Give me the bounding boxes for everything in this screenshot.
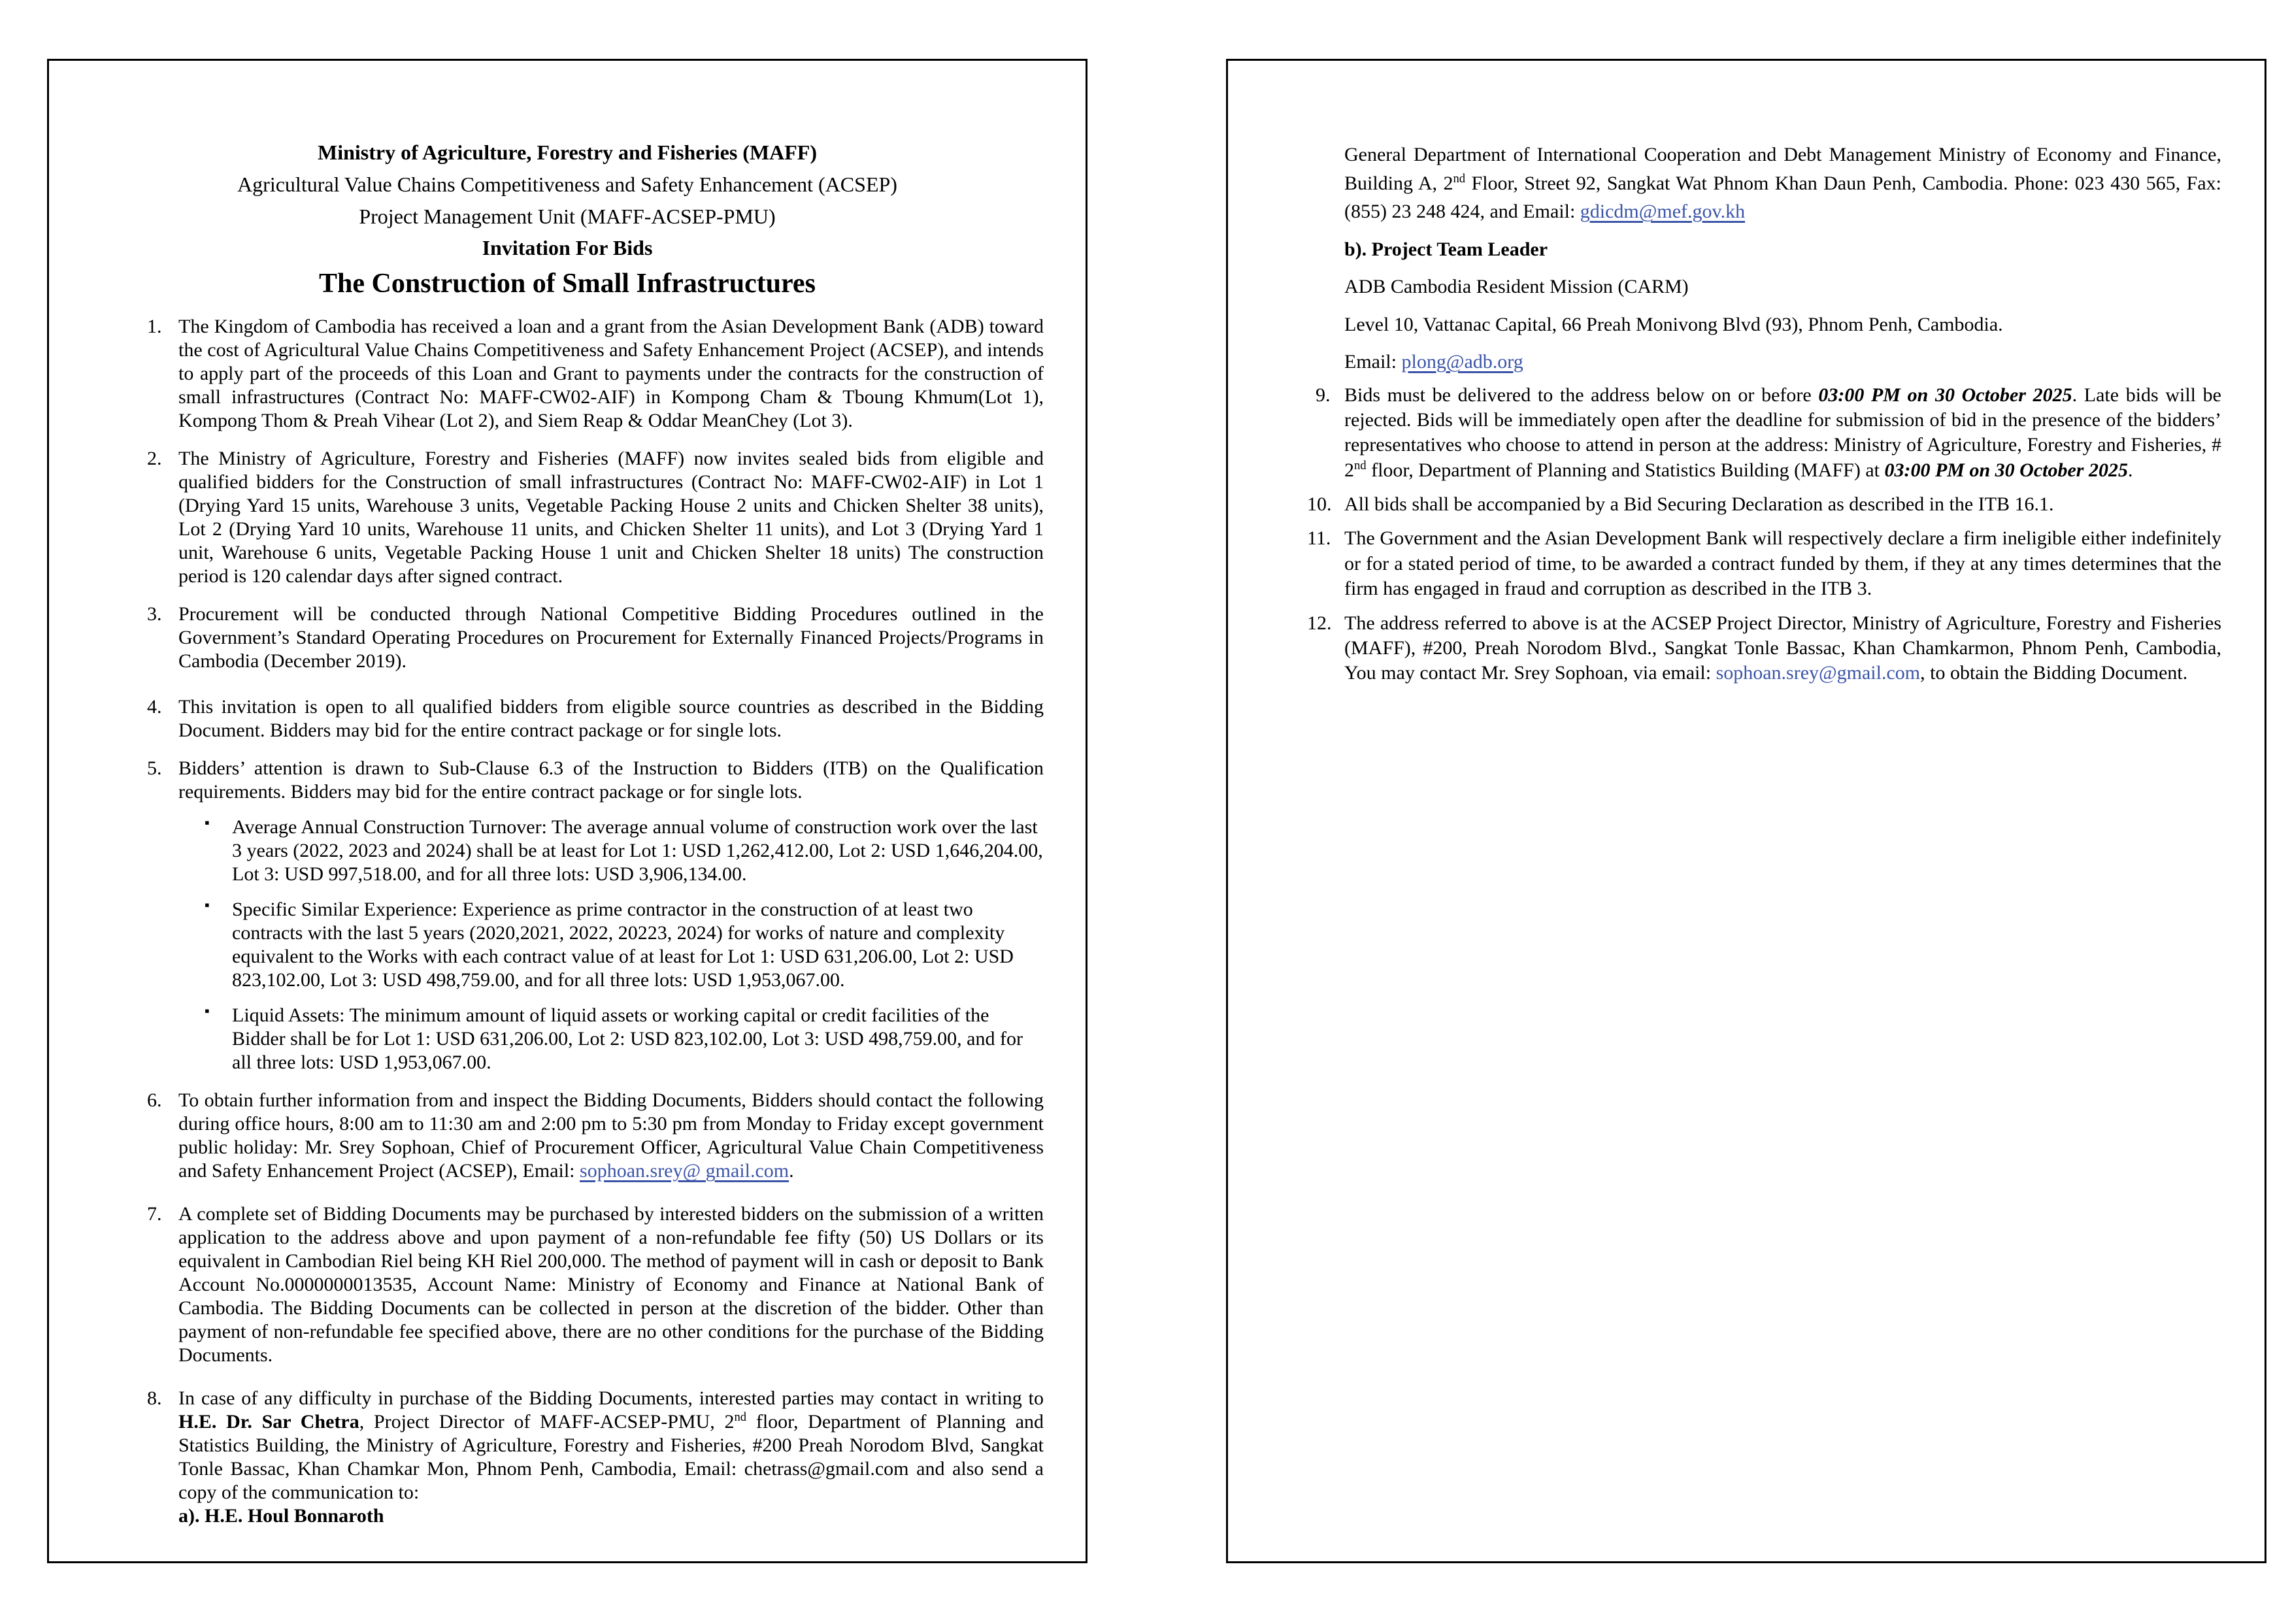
project-team-leader-heading: b). Project Team Leader: [1344, 238, 1548, 260]
item-6-text-end: .: [789, 1160, 794, 1182]
item-8-number: 8.: [147, 1387, 162, 1410]
header-invitation-line: Invitation For Bids: [482, 236, 653, 260]
email-link-plong[interactable]: plong@adb.org: [1401, 351, 1523, 373]
item-12-text-start: The address referred to above is at the ACSEP Project Director, Ministry of Agriculture, Forestry and Fisheries (MAFF), #200, Preah Norodom Blvd., Sangkat Tonle Bassac, Khan Chamkarmon, Phnom Penh, Cambodia, You may contact Mr. Srey Sophoan, via email:: [1344, 612, 2221, 684]
item-5-bullet-2: [205, 898, 1044, 992]
item-3-number: 3.: [147, 603, 162, 625]
email-link-sophoan-srey[interactable]: sophoan.srey@ gmail.com: [580, 1160, 789, 1182]
page-1: [47, 59, 1087, 1563]
ordinal-superscript: nd: [734, 1410, 747, 1425]
page2-content: [1307, 141, 2221, 686]
header-project-line: Agricultural Value Chains Competitiveness and Safety Enhancement (ACSEP): [237, 172, 897, 196]
ordinal-superscript: nd: [1453, 171, 1466, 186]
header-pmu-line: Project Management Unit (MAFF-ACSEP-PMU): [359, 204, 776, 228]
item-6-text: To obtain further information from and inspect the Bidding Documents, Bidders should contact the following during office hours, 8:00 am to 11:30 am and 2:00 pm to 5:30 pm from Monday to Friday except government public holiday: Mr. Srey Sophoan, Chief of Procurement Officer, Agricultural Value Chain Competitiveness and Safety Enhancement Project (ACSEP), Email:: [178, 1089, 1044, 1182]
ordinal-superscript: nd: [1354, 458, 1367, 472]
contact-a-heading: a). H.E. Houl Bonnaroth: [178, 1505, 384, 1527]
page-title: The Construction of Small Infrastructures: [319, 269, 816, 299]
square-bullet-icon: ▪: [205, 1003, 210, 1019]
page-2: [1226, 59, 2266, 1563]
item-12-text-end: , to obtain the Bidding Document.: [1920, 662, 2188, 684]
square-bullet-icon: ▪: [205, 897, 210, 914]
list-item-6: [147, 1089, 1044, 1183]
bid-deadline-date: 03:00 PM on 30 October 2025: [1818, 384, 2072, 406]
item-9-text-mid: . Late bids will be rejected. Bids will be immediately open after the deadline for submission of bid in the presence of the bidders’ representatives who choose to attend in person at the address: Ministry of Agriculture, Forestry and Fisheries, # 2: [1344, 384, 2221, 481]
list-item-12: [1307, 611, 2221, 686]
adb-address-line: Level 10, Vattanac Capital, 66 Preah Monivong Blvd (93), Phnom Penh, Cambodia.: [1344, 313, 2003, 335]
item-5-bullet-2-text: Specific Similar Experience: Experience as prime contractor in the construction of at least two contracts with the last 5 years (2020,2021, 2022, 20223, 2024) for works of nature and complexity equivalent to the Works with each contract value of at least for Lot 1: USD 631,206.00, Lot 2: USD 823,102.00, Lot 3: USD 498,759.00, and for all three lots: USD 1,953,067.00.: [232, 899, 1014, 991]
item-9-text-mid-2: floor, Department of Planning and Statistics Building (MAFF) at: [1366, 459, 1885, 481]
item-6-number: 6.: [147, 1089, 162, 1112]
item-1-number: 1.: [147, 316, 162, 338]
list-item-3: [147, 603, 1044, 673]
item-11-text: The Government and the Asian Development Bank will respectively declare a firm ineligible either indefinitely or for a stated period of time, to be awarded a contract funded by them, if they at any times determines that the firm has engaged in fraud and corruption as described in the ITB 3.: [1344, 527, 2221, 600]
list-item-1: [147, 315, 1044, 433]
list-item-2: [147, 447, 1044, 588]
email-link-sophoan-srey-2[interactable]: sophoan.srey@gmail.com: [1716, 662, 1921, 684]
item-4-number: 4.: [147, 696, 162, 718]
item-2-number: 2.: [147, 448, 162, 470]
item-5-bullet-1-text: Average Annual Construction Turnover: The average annual volume of construction work over the last 3 years (2022, 2023 and 2024) shall be at least for Lot 1: USD 1,262,412.00, Lot 2: USD 1,646,204.00, Lot 3: USD 997,518.00, and for all three lots: USD 3,906,134.00.: [232, 816, 1043, 886]
item-5-text: Bidders’ attention is drawn to Sub-Clause 6.3 of the Instruction to Bidders (ITB) on the Qualification requirements. Bidders may bid for the entire contract package or for single lots.: [178, 757, 1044, 803]
item-11-number: 11.: [1307, 527, 1331, 550]
item-8-text-mid: , Project Director of MAFF-ACSEP-PMU, 2: [359, 1411, 735, 1433]
list-item-10: [1307, 492, 2221, 517]
item-1-text: The Kingdom of Cambodia has received a loan and a grant from the Asian Development Bank (ADB) toward the cost of Agricultural Value Chains Competitiveness and Safety Enhancement Project (ACSEP), and intends to apply part of the proceeds of this Loan and Grant to payments under the contracts for the construction of small infrastructures (Contract No: MAFF-CW02-AIF) in Kompong Cham & Tboung Khmum(Lot 1), Kompong Thom & Preah Vihear (Lot 2), and Siem Reap & Oddar MeanChey (Lot 3).: [178, 316, 1044, 432]
item-8-text-end: floor, Department of Planning and Statistics Building, the Ministry of Agriculture, Forestry and Fisheries, #200 Preah Norodom Blvd, Sangkat Tonle Bassac, Khan Chamkar Mon, Phnom Penh, Cambodia, Email: chetrass@gmail.com and also send a copy of the communication to:: [178, 1411, 1044, 1504]
item-7-number: 7.: [147, 1203, 162, 1225]
item-7-text: A complete set of Bidding Documents may be purchased by interested bidders on the submission of a written application to the address above and upon payment of a non-refundable fee fifty (50) US Dollars or its equivalent in Cambodian Riel being KH Riel 200,000. The method of payment will in cash or deposit to Bank Account No.0000000013535, Account Name: Ministry of Economy and Finance at National Bank of Cambodia. The Bidding Documents can be collected in person at the discretion of the bidder. Other than payment of non-refundable fee specified above, there are no other conditions for the purchase of the Bidding Documents.: [178, 1203, 1044, 1367]
bid-opening-date: 03:00 PM on 30 October 2025: [1884, 459, 2128, 481]
square-bullet-icon: ▪: [205, 814, 210, 831]
contact-a-paragraph: [1344, 141, 2221, 226]
email-link-gdicdm[interactable]: gdicdm@mef.gov.kh: [1580, 201, 1746, 222]
contact-a-text-end: Floor, Street 92, Sangkat Wat Phnom Khan Daun Penh, Cambodia. Phone: 023 430 565, Fax: (855) 23 248 424, and Email:: [1344, 172, 2221, 222]
item-2-text: The Ministry of Agriculture, Forestry and Fisheries (MAFF) now invites sealed bids from eligible and qualified bidders for the Construction of small infrastructures (Contract No: MAFF-CW02-AIF) in Lot 1 (Drying Yard 15 units, Warehouse 3 units, Vegetable Packing House 2 units and Chicken Shelter 38 units), Lot 2 (Drying Yard 10 units, Warehouse 11 units, and Chicken Shelter 11 units), and Lot 3 (Drying Yard 1 unit, Warehouse 6 units, Vegetable Packing House 1 unit and Chicken Shelter 18 units) The construction period is 120 calendar days after signed contract.: [178, 448, 1044, 588]
item-4-text: This invitation is open to all qualified bidders from eligible source countries as described in the Bidding Document. Bidders may bid for the entire contract package or for single lots.: [178, 696, 1044, 742]
item-9-number: 9.: [1316, 384, 1331, 406]
item-5-number: 5.: [147, 757, 162, 780]
item-10-text: All bids shall be accompanied by a Bid Securing Declaration as described in the ITB 16.1.: [1344, 493, 2054, 516]
item-9-text-end: .: [2127, 459, 2133, 481]
item-5-bullet-3: [205, 1004, 1044, 1074]
item-10-number: 10.: [1307, 493, 1332, 516]
item-5-bullet-3-text: Liquid Assets: The minimum amount of liquid assets or working capital or credit facilities of the Bidder shall be for Lot 1: USD 631,206.00, Lot 2: USD 823,102.00, Lot 3: USD 498,759.00, and for all three lots: USD 1,953,067.00.: [232, 1004, 1023, 1074]
header-ministry-line: Ministry of Agriculture, Forestry and Fisheries (MAFF): [318, 141, 817, 164]
email-line: [1344, 348, 2221, 376]
carm-line: ADB Cambodia Resident Mission (CARM): [1344, 276, 1689, 297]
list-item-4: [147, 695, 1044, 742]
item-5-bullet-1: [205, 816, 1044, 886]
page1-header: [91, 141, 1044, 299]
item-3-text: Procurement will be conducted through National Competitive Bidding Procedures outlined in the Government’s Standard Operating Procedures on Procurement for Externally Financed Projects/Programs in Cambodia (December 2019).: [178, 603, 1044, 672]
list-item-7: [147, 1202, 1044, 1367]
list-item-8: [147, 1387, 1044, 1528]
list-item-9: [1316, 383, 2221, 484]
director-name: H.E. Dr. Sar Chetra: [178, 1411, 359, 1433]
item-9-text-start: Bids must be delivered to the address below on or before: [1344, 384, 1819, 406]
item-12-number: 12.: [1307, 612, 1332, 634]
contact-a-text-start: General Department of International Cooperation and Debt Management Ministry of Economy and Finance, Building A, 2: [1344, 144, 2221, 194]
item-8-text-start: In case of any difficulty in purchase of the Bidding Documents, interested parties may contact in writing to: [178, 1387, 1044, 1410]
list-item-11: [1307, 526, 2221, 601]
list-item-5: [147, 757, 1044, 1074]
page1-numbered-list: [147, 315, 1044, 1528]
email-label: Email:: [1344, 351, 1402, 373]
